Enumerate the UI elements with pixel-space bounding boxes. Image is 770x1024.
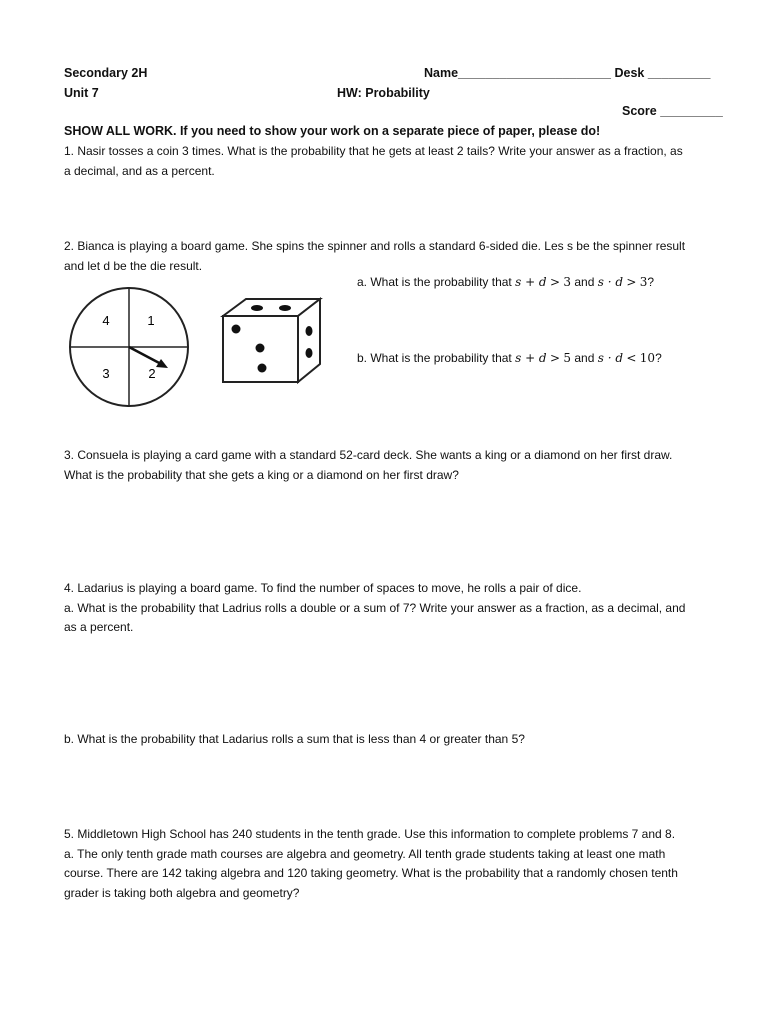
question-1-line-1: 1. Nasir tosses a coin 3 times. What is the probability that he gets at least 2 tails? Write your answer as a fraction, as	[64, 144, 683, 158]
question-2b-prefix: b. What is the probability that	[357, 351, 512, 365]
desk-label: Desk	[614, 66, 645, 80]
name-label: Name	[424, 66, 459, 80]
question-2a	[357, 275, 654, 289]
question-2a-expr1-left: s + d	[515, 275, 547, 289]
hw-title: HW: Probability	[337, 86, 430, 100]
question-2a-expr1-right: 3	[563, 275, 572, 289]
score-field[interactable]	[622, 104, 723, 118]
question-2-line-2: and let d be the die result.	[64, 258, 203, 273]
question-2b-expr1-left: s + d	[515, 351, 547, 365]
question-2a-suffix: ?	[647, 275, 655, 289]
question-3-line-2: What is the probability that she gets a king or a diamond on her first draw?	[64, 467, 459, 482]
die-front-pip-2	[256, 344, 265, 353]
name-blank: ______________________	[458, 66, 611, 80]
question-2a-expr2-right: 3	[639, 275, 648, 289]
name-field[interactable]	[424, 66, 710, 80]
question-3	[64, 446, 726, 485]
die-front-pip-3	[258, 364, 267, 373]
question-1-line-2: a decimal, and as a percent.	[64, 163, 215, 178]
score-label: Score	[622, 104, 657, 118]
question-2	[64, 237, 726, 276]
question-4	[64, 579, 726, 638]
question-2b-expr2-left: s · d	[597, 351, 624, 365]
instructions: SHOW ALL WORK. If you need to show your work on a separate piece of paper, please do!	[64, 124, 601, 138]
spinner-label-bottom-left: 3	[102, 366, 110, 381]
question-2a-expr2-op: >	[626, 275, 637, 289]
question-2a-expr2-left: s · d	[597, 275, 624, 289]
spinner-label-top-left: 4	[102, 313, 110, 328]
question-4a-line-2: as a percent.	[64, 620, 134, 634]
question-2-line-1: 2. Bianca is playing a board game. She spins the spinner and rolls a standard 6-sided die. Les s be the spinner result	[64, 239, 686, 253]
unit-label: Unit 7	[64, 86, 99, 100]
question-5a-line-2: course. There are 142 taking algebra and 120 taking geometry. What is the probability that a randomly chosen tenth	[64, 866, 678, 880]
question-2b-suffix: ?	[655, 351, 662, 365]
question-5	[64, 825, 726, 903]
question-2b-and: and	[574, 351, 595, 365]
question-2a-prefix: a. What is the probability that	[357, 275, 512, 289]
question-2b-expr1-right: 5	[563, 351, 572, 365]
spinner-label-bottom-right: 2	[148, 366, 156, 381]
question-5-line-1: 5. Middletown High School has 240 students in the tenth grade. Use this information to complete problems 7 and 8.	[64, 827, 676, 841]
die-front-pip-1	[232, 325, 241, 334]
question-2b	[357, 351, 662, 365]
question-2a-expr1-op: >	[549, 275, 561, 289]
question-4a-line-1: a. What is the probability that Ladrius rolls a double or a sum of 7? Write your answer as a fraction, as a decimal, and	[64, 600, 686, 615]
spinner-label-top-right: 1	[147, 313, 155, 328]
die-top-pip-1	[251, 305, 263, 311]
question-4-line-1: 4. Ladarius is playing a board game. To find the number of spaces to move, he rolls a pair of dice.	[64, 581, 582, 595]
die-side-pip-1	[306, 326, 313, 336]
die-top-pip-2	[279, 305, 291, 311]
question-5a-line-1: a. The only tenth grade math courses are algebra and geometry. All tenth grade students taking at least one math	[64, 846, 666, 861]
question-2b-expr2-right: 10	[639, 351, 656, 365]
question-4b-line-1: b. What is the probability that Ladarius rolls a sum that is less than 4 or greater than 5?	[64, 732, 525, 746]
desk-blank: _________	[647, 66, 711, 80]
question-4b	[64, 730, 726, 750]
question-2b-expr2-op: <	[626, 351, 637, 365]
score-blank: _________	[660, 104, 723, 118]
question-3-line-1: 3. Consuela is playing a card game with a standard 52-card deck. She wants a king or a diamond on her first draw.	[64, 448, 673, 462]
question-2a-and: and	[574, 275, 595, 289]
question-5a-line-3: grader is taking both algebra and geometry?	[64, 885, 300, 900]
die-figure	[220, 296, 324, 386]
course-label: Secondary 2H	[64, 66, 148, 80]
die-side-pip-2	[306, 348, 313, 358]
question-2b-expr1-op: >	[549, 351, 561, 365]
question-1	[64, 142, 726, 181]
spinner-figure	[67, 285, 191, 409]
